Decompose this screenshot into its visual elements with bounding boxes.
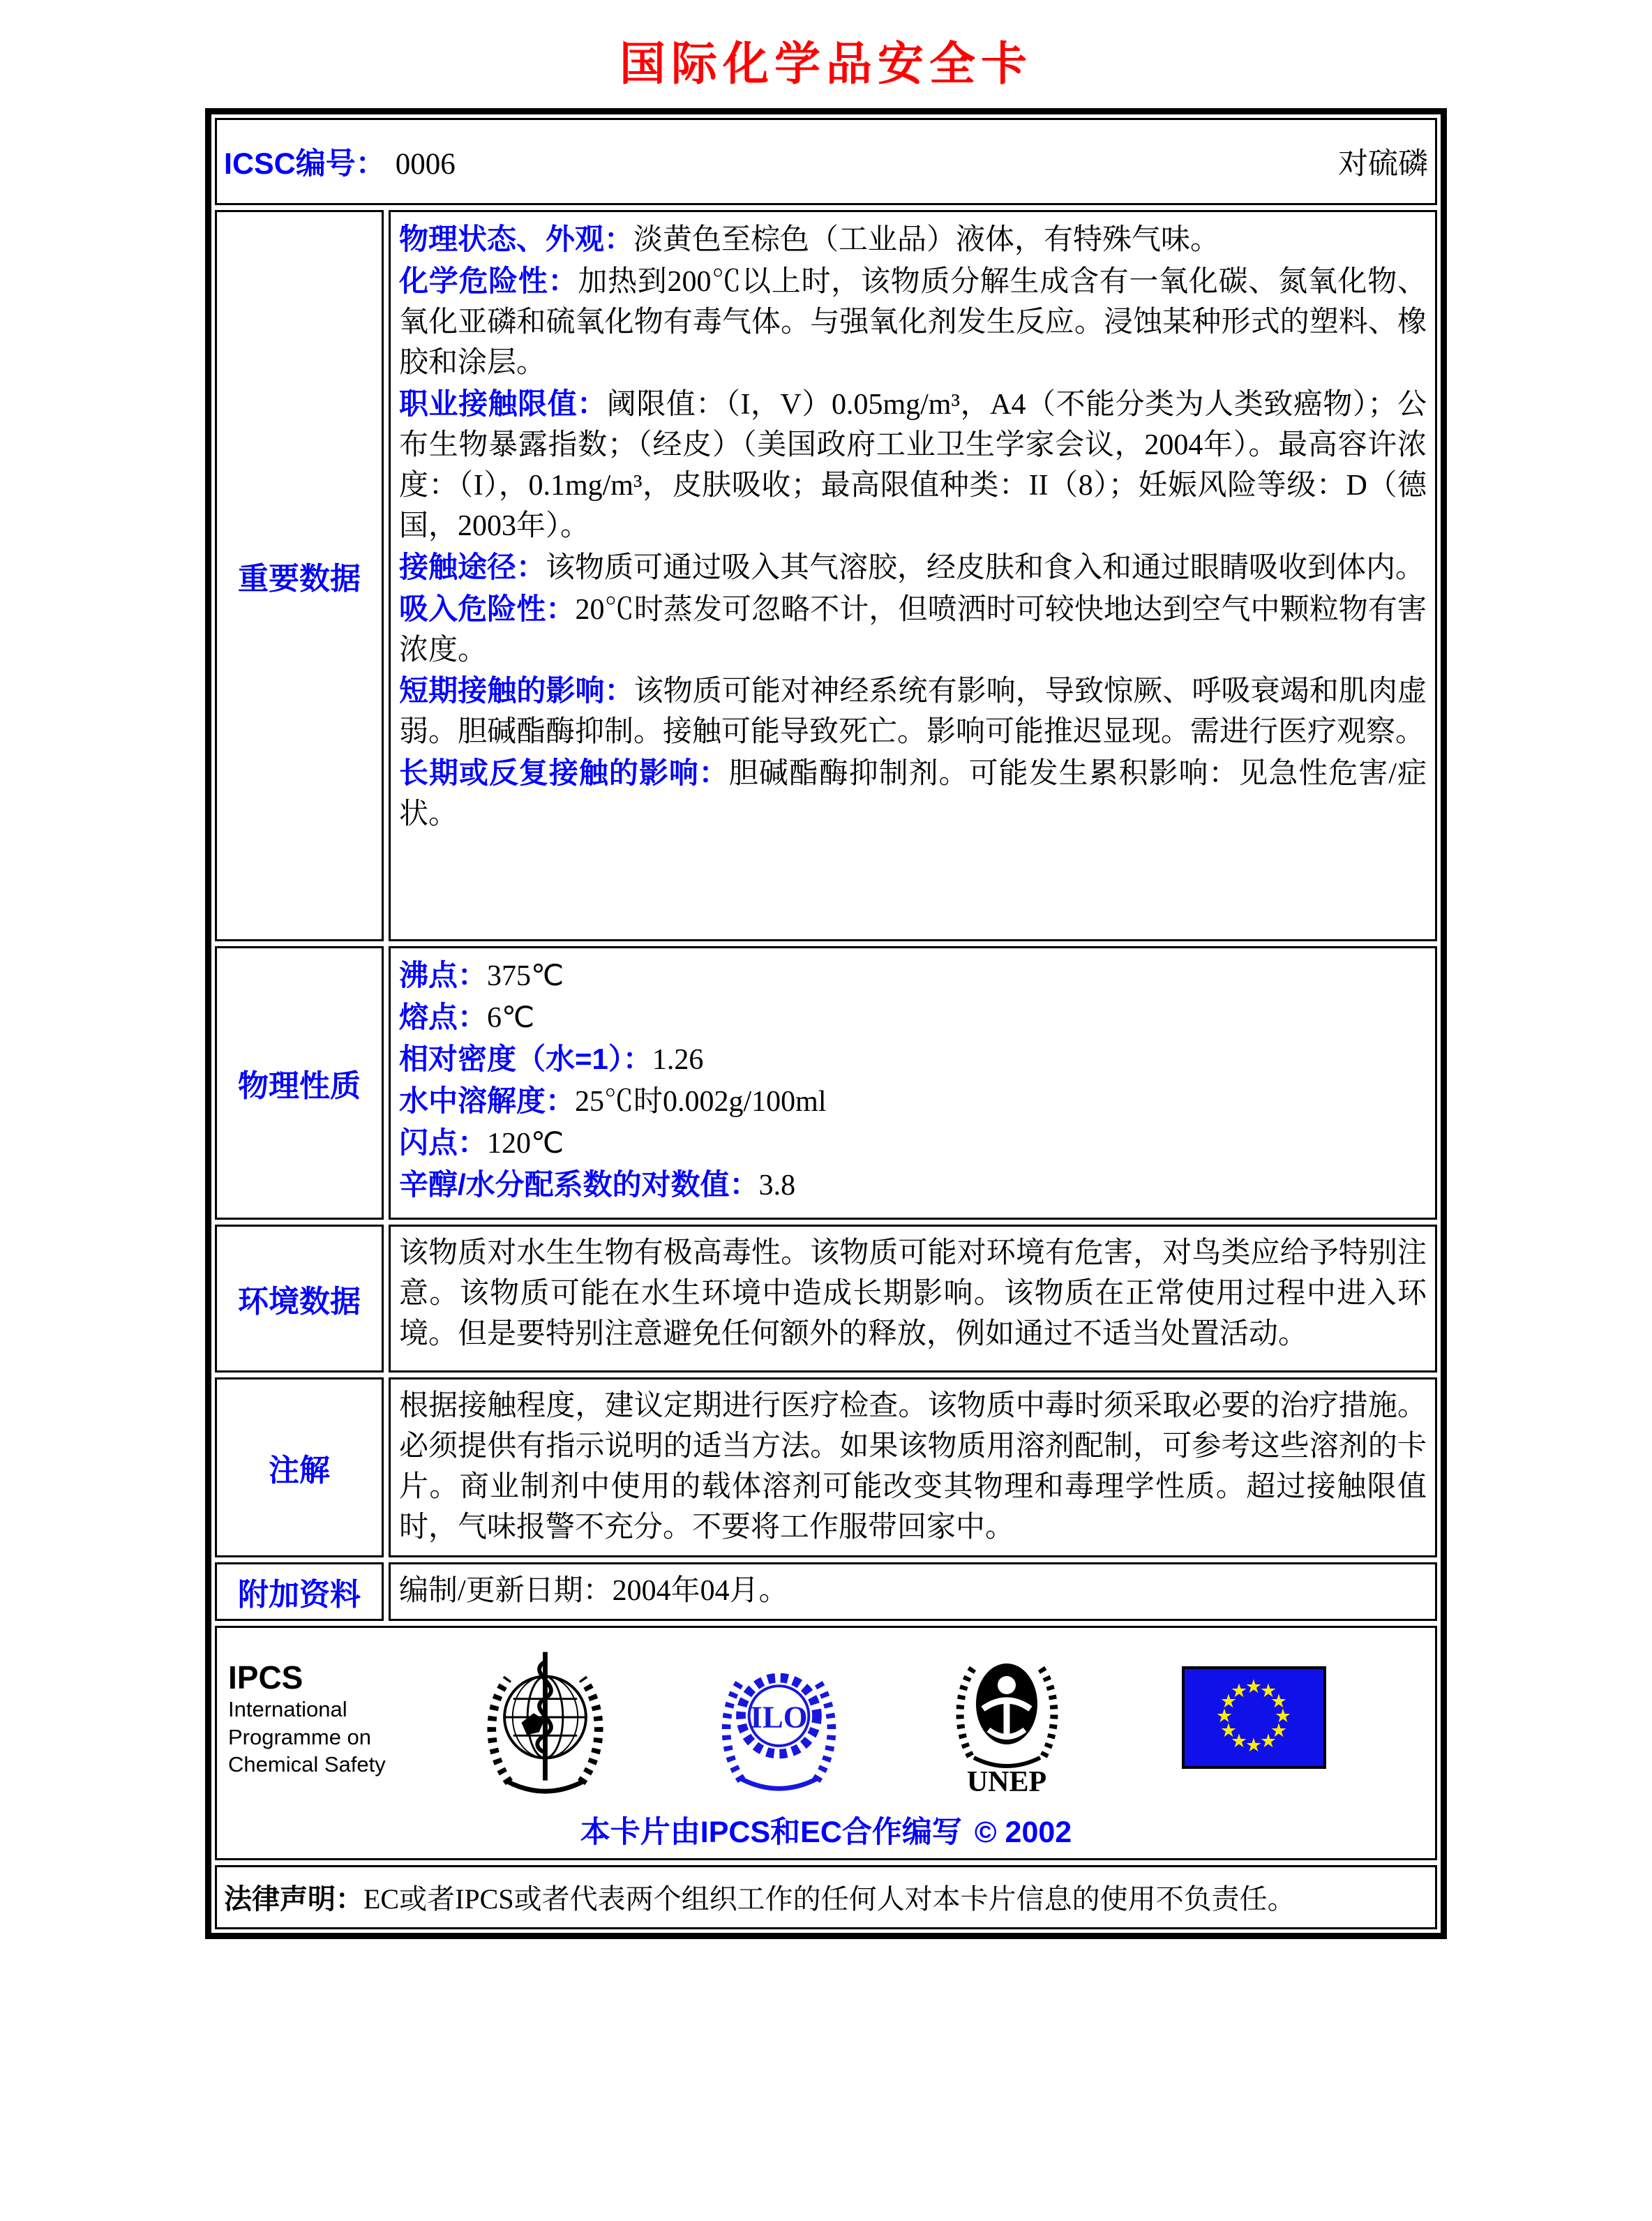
header-row [215,118,1437,205]
ipcs-block [228,1660,393,1779]
svg-text:★: ★ [1259,1730,1277,1753]
inline-text: 该物质可通过吸入其气溶胶，经皮肤和食入和通过眼睛吸收到体内。 [546,551,1425,584]
env-text: 该物质对水生生物有极高毒性。该物质可能对环境有危害，对鸟类应给予特别注意。该物质可能在水生环境中造成长期影响。该物质在正常使用过程中进入环境。但是要特别注意避免任何额外的释放，例如通过不适当处置活动。 [399,1237,1427,1350]
icsc-number: 0006 [395,148,456,181]
ilo-letters: ILO [750,1699,808,1735]
legal-cell [215,1865,1437,1929]
ipcs-subtitle-line: Chemical Safety [228,1752,386,1777]
svg-text:★: ★ [1219,1720,1238,1742]
paragraph [399,219,1427,261]
svg-text:★: ★ [1219,1691,1238,1713]
svg-text:★: ★ [1259,1680,1277,1703]
svg-text:★: ★ [1230,1730,1248,1753]
svg-text:★: ★ [1245,1735,1263,1757]
inline-text: 20℃时蒸发可忽略不计，但喷洒时可较快地达到空气中颗粒物有害浓度。 [399,593,1427,666]
inline-label: 闪点： [399,1126,488,1159]
inline-text: 胆碱酯酶抑制剂。可能发生累积影响：见急性危害/症状。 [399,758,1427,831]
ipcs-subtitle-line: International [228,1697,347,1722]
additional-content [389,1562,1437,1621]
paragraph [399,384,1427,547]
icsc-number-group [224,140,456,183]
inline-value: 25℃时0.002g/100ml [575,1085,827,1118]
unep-logo-icon [949,1638,1065,1802]
inline-label: 水中溶解度： [399,1084,576,1117]
legal-row [215,1865,1437,1929]
phys-line [399,1039,1427,1081]
legal-label: 法律声明： [224,1884,363,1915]
inline-value: 3.8 [758,1169,796,1202]
section-label-notes: 注解 [215,1377,384,1557]
svg-text:★: ★ [1215,1705,1233,1728]
inline-value: 375℃ [487,960,564,992]
inline-text: 该物质可能对神经系统有影响，导致惊厥、呼吸衰竭和肌肉虚弱。胆碱酯酶抑制。接触可能导致死亡。影响可能推迟显现。需进行医疗观察。 [399,675,1427,749]
who-logo-icon [481,1639,610,1800]
unep-letters: UNEP [966,1765,1047,1798]
paragraph [399,547,1427,589]
svg-text:★: ★ [1274,1705,1292,1728]
phys-line [399,955,1427,997]
inline-value: 120℃ [487,1127,564,1160]
inline-label: 化学危险性： [399,264,578,297]
section-row-important [215,210,1437,941]
section-label-additional: 附加资料 [215,1562,384,1621]
inline-label: 物理状态、外观： [399,223,634,255]
inline-text: 阈限值：（I，V）0.05mg/m³，A4（不能分类为人类致癌物）；公布生物暴露指数；（经皮）（美国政府工业卫生学家会议，2004年）。最高容许浓度：（I），0.1mg/m³，皮肤吸收；最高限值种类：II（8）；妊娠风险等级：D（德国，2003年）。 [399,388,1427,542]
inline-label: 吸入危险性： [399,592,576,625]
phys-line [399,997,1427,1039]
inline-text: 加热到200℃以上时，该物质分解生成含有一氧化碳、氮氧化物、氧化亚磷和硫氧化物有毒气体。与强氧化剂发生反应。浸蚀某种形式的塑料、橡胶和涂层。 [399,265,1427,379]
page-title: 国际化学品安全卡 [620,39,1032,90]
credit-line [224,1809,1428,1851]
notes-text: 根据接触程度，建议定期进行医疗检查。该物质中毒时须采取必要的治疗措施。必须提供有指示说明的适当方法。如果该物质用溶剂配制，可参考这些溶剂的卡片。商业制剂中使用的载体溶剂可能改变其物理和毒理学性质。超过接触限值时，气味报警不充分。不要将工作服带回家中。 [399,1390,1427,1543]
logos-cell [215,1626,1437,1860]
phys-line [399,1165,1427,1206]
svg-text:★: ★ [1245,1676,1263,1698]
copyright-text: © 2002 [974,1815,1072,1849]
inline-label: 沸点： [399,959,488,992]
environment-content [389,1225,1437,1373]
section-row-notes [215,1377,1437,1557]
inline-text: 淡黄色至棕色（工业品）液体，有特殊气味。 [633,224,1220,256]
section-row-environment [215,1225,1437,1373]
section-label-physical: 物理性质 [215,946,384,1220]
inline-label: 相对密度（水=1）： [399,1042,652,1075]
inline-label: 辛醇/水分配系数的对数值： [399,1167,759,1201]
header-cell [215,118,1437,205]
notes-content [389,1377,1437,1557]
inline-label: 短期接触的影响： [399,674,634,708]
chemical-name: 对硫磷 [1338,148,1428,181]
logo-strip [224,1638,1428,1802]
ipcs-title: IPCS [228,1659,303,1696]
logos-row [215,1626,1437,1860]
important-content [389,210,1437,941]
legal-text: EC或者IPCS或者代表两个组织工作的任何人对本卡片信息的使用不负责任。 [363,1883,1296,1915]
section-row-physical [215,946,1437,1220]
physical-content [389,946,1437,1220]
paragraph [399,671,1427,753]
section-row-additional [215,1562,1437,1621]
icsc-label: ICSC编号： [224,147,386,181]
inline-value: 6℃ [487,1001,535,1034]
svg-text:★: ★ [1270,1691,1288,1713]
legal-paragraph [224,1877,1296,1917]
phys-line [399,1123,1427,1165]
section-label-environment: 环境数据 [215,1225,384,1373]
paragraph [399,589,1427,671]
svg-text:★: ★ [1230,1680,1248,1703]
section-label-important: 重要数据 [215,210,384,941]
ipcs-subtitle-line: Programme on [228,1724,372,1749]
credit-text: 本卡片由IPCS和EC合作编写 [580,1815,962,1849]
paragraph [399,753,1427,835]
inline-label: 长期或反复接触的影响： [399,756,729,790]
inline-label: 熔点： [399,1000,488,1033]
inline-label: 职业接触限值： [399,387,607,420]
inline-value: 1.26 [652,1043,704,1076]
ilo-logo-icon [714,1643,843,1796]
paragraph [399,261,1427,384]
icsc-card [205,108,1447,1939]
svg-text:★: ★ [1270,1720,1288,1742]
eu-flag-icon [1182,1666,1326,1772]
inline-label: 接触途径： [399,550,546,583]
additional-text: 编制/更新日期：2004年04月。 [399,1574,788,1607]
phys-line [399,1081,1427,1123]
